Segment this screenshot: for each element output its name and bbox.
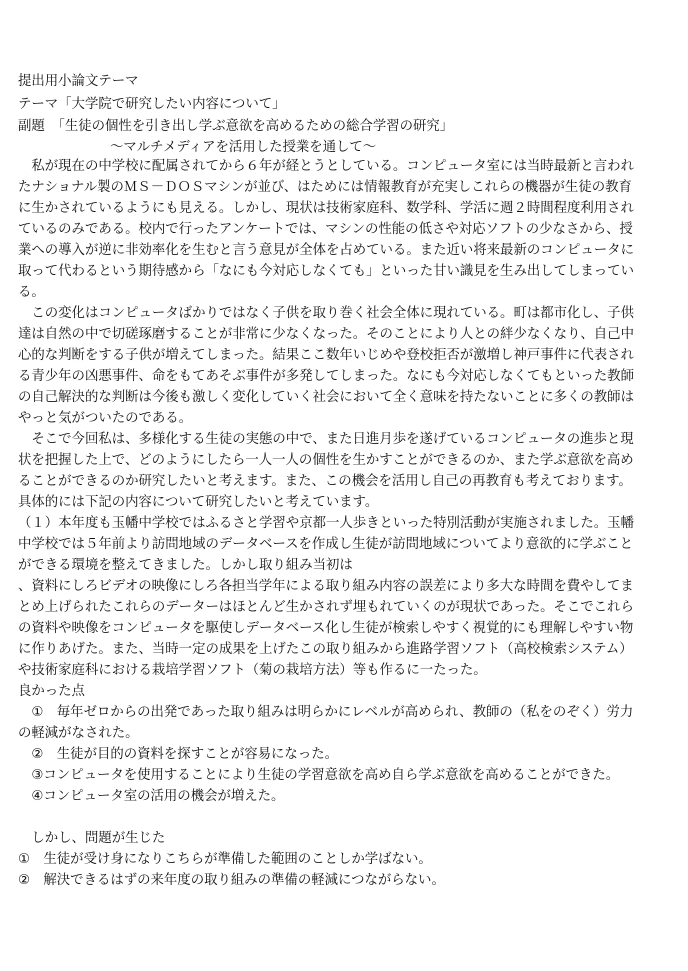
body-line: る。 bbox=[18, 285, 45, 300]
subtitle-line: 副題 「生徒の個性を引き出し学ぶ意欲を高めるための総合学習の研究」 bbox=[18, 119, 454, 134]
body-line: 中学校では５年前より訪問地域のデータベースを作成し生徒が訪問地域についてより意欲的に学ぶこと bbox=[18, 537, 634, 552]
body-line: ているのみである。校内で行ったアンケートでは、マシンの性能の低さや対応ソフトの少なさから、授 bbox=[18, 222, 633, 237]
body-line: しかし、問題が生じた bbox=[18, 831, 166, 846]
section-label: 良かった点 bbox=[18, 684, 85, 699]
theme-line: テーマ「大学院で研究したい内容について」 bbox=[18, 97, 286, 112]
body-line: 、資料にしろビデオの映像にしろ各担当学年による取り組み内容の誤差により多大な時間を費やしてま bbox=[18, 579, 634, 594]
body-line: そこで今回私は、多様化する生徒の実態の中で、また日進月歩を遂げているコンピュータの進歩と現 bbox=[18, 432, 634, 447]
body-line: 業への導入が逆に非効率化を生むと言う意見が全体を占めている。また近い将来最新のコンピュータに bbox=[18, 243, 634, 258]
list-item: ③コンピュータを使用することにより生徒の学習意欲を高め自ら学ぶ意欲を高めることができた。 bbox=[18, 768, 620, 783]
list-item: ② 生徒が目的の資料を探すことが容易になった。 bbox=[18, 747, 338, 762]
body-line: （１）本年度も玉幡中学校ではふるさと学習や京都一人歩きといった特別活動が実施されました。玉幡 bbox=[18, 516, 634, 531]
body-line: 具体的には下記の内容について研究したいと考えています。 bbox=[18, 495, 379, 510]
document-heading: 提出用小論文テーマ bbox=[18, 74, 139, 89]
list-item: ④コンピュータ室の活用の機会が増えた。 bbox=[18, 789, 285, 804]
list-item: の軽減がなされた。 bbox=[18, 726, 139, 741]
list-item: ① 生徒が受け身になりこちらが準備した範囲のことしか学ばない。 bbox=[18, 852, 432, 867]
body-line: 達は自然の中で切磋琢磨することが非常に少なくなった。そのことにより人との絆少なくなり、自己中 bbox=[18, 327, 634, 342]
body-line: ることができるのか研究したいと考えます。また、この機会を活用し自己の再教育も考えております。 bbox=[18, 474, 632, 489]
list-item: ② 解決できるはずの来年度の取り組みの準備の軽減につながらない。 bbox=[18, 873, 445, 888]
body-line: 心的な判断をする子供が増えてしまった。結果ここ数年いじめや登校拒否が激増し神戸事件に代表され bbox=[18, 348, 634, 363]
body-line: この変化はコンピュータばかりではなく子供を取り巻く社会全体に現れている。町は都市化し、子供 bbox=[18, 306, 634, 321]
body-line: る青少年の凶悪事件、命をもてあそぶ事件が多発してしまった。なにも今対応しなくてもといった教師 bbox=[18, 369, 634, 384]
body-line: たナショナル製のＭＳ－ＤＯＳマシンが並び、はためには情報教育が充実しこれらの機器が生徒の教育 bbox=[18, 180, 632, 195]
body-line: ができる環境を整えてきました。しかし取り組み当初は bbox=[18, 558, 353, 573]
body-line: の自己解決的な判断は今後も激しく変化していく社会において全く意味を持たないことに多くの教師は bbox=[18, 390, 634, 405]
body-line: やっと気がついたのである。 bbox=[18, 411, 193, 426]
subtitle-subline: ～マルチメディアを活用した授業を通して～ bbox=[110, 140, 377, 155]
body-line: に作りあげた。また、当時一定の成果を上げたこの取り組みから進路学習ソフト（高校検索システム） bbox=[18, 642, 633, 657]
body-line: や技術家庭科における栽培学習ソフト（菊の栽培方法）等も作るに一たった。 bbox=[18, 663, 487, 678]
body-line: 私が現在の中学校に配属されてから６年が経とうとしている。コンピュータ室には当時最新と言われ bbox=[18, 159, 634, 174]
body-line: とめ上げられたこれらのデーターはほとんど生かされず埋もれていくのが現状であった。そこでこれら bbox=[18, 600, 634, 615]
body-line: 状を把握した上で、どのようにしたら一人一人の個性を生かすことができるのか、また学ぶ意欲を高め bbox=[18, 453, 634, 468]
list-item: ① 毎年ゼロからの出発であった取り組みは明らかにレベルが高められ、教師の（私をのぞく）労力 bbox=[18, 705, 634, 720]
body-line: に生かされているようにも見える。しかし、現状は技術家庭科、数学科、学活に週２時間程度利用され bbox=[18, 201, 634, 216]
body-line: の資料や映像をコンピュータを駆使しデータベース化し生徒が検索しやすく視覚的にも理解しやすい物 bbox=[18, 621, 634, 636]
body-line: 取って代わるという期待感から「なにも今対応しなくても」といった甘い識見を生み出してしまってい bbox=[18, 264, 634, 279]
